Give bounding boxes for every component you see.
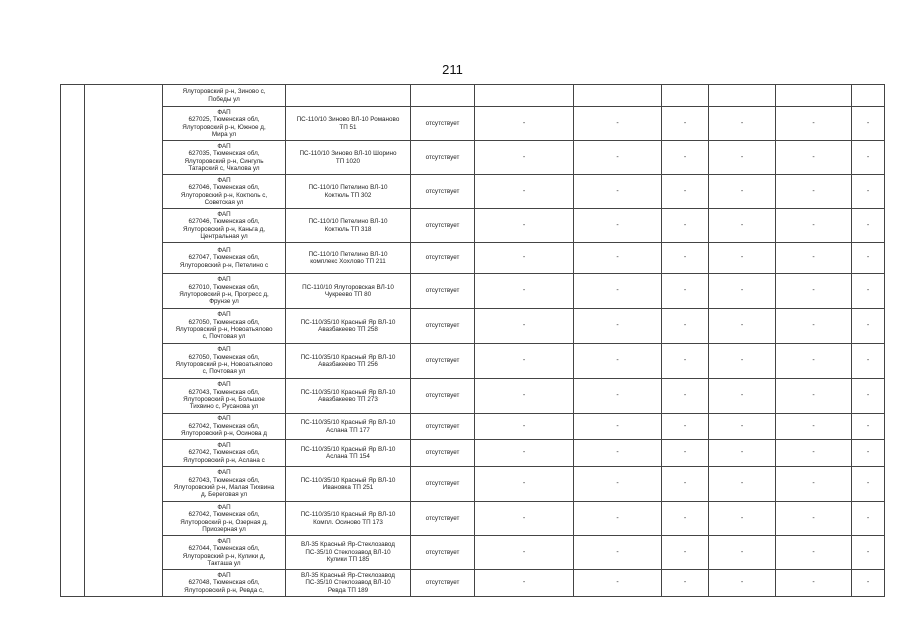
power-line-text: Авазбакеево ТП 256 bbox=[318, 361, 378, 368]
value-cell: - bbox=[574, 209, 662, 243]
power-line-text: ПС-110/10 Зиново ВЛ-10 Шорино bbox=[299, 150, 397, 158]
value-cell: - bbox=[662, 414, 709, 440]
address-cell bbox=[163, 379, 286, 414]
address-line: Советская ул bbox=[204, 198, 244, 206]
value-cell: - bbox=[852, 209, 885, 243]
value-cell: - bbox=[852, 344, 885, 379]
address-line: Ялуторовский р-н, Ревда с, bbox=[184, 586, 264, 594]
value-cell: - bbox=[662, 175, 709, 209]
address-line: Такташа ул bbox=[207, 559, 241, 567]
address-cell bbox=[163, 274, 286, 309]
address-cell bbox=[163, 502, 286, 536]
value-cell: - bbox=[776, 379, 852, 414]
address-line: 627043, Тюменская обл, bbox=[188, 476, 260, 484]
value-cell: - bbox=[475, 107, 574, 141]
value-cell bbox=[852, 85, 885, 107]
power-line-cell bbox=[286, 309, 411, 344]
address-cell bbox=[163, 243, 286, 274]
table-row bbox=[61, 107, 885, 141]
power-line-cell bbox=[286, 414, 411, 440]
value-cell bbox=[475, 85, 574, 107]
address-line: Татарский с, Чкалова ул bbox=[188, 164, 260, 172]
power-line-text: ТП 1020 bbox=[335, 157, 361, 165]
value-cell: - bbox=[662, 243, 709, 274]
value-cell: - bbox=[574, 141, 662, 175]
value-cell: - bbox=[475, 175, 574, 209]
status-cell: отсутствует bbox=[411, 502, 475, 536]
power-line-text: ВЛ-35 Красный Яр-Стеклозавод bbox=[301, 571, 395, 579]
power-line-text: Авазбакеево ТП 258 bbox=[318, 326, 378, 333]
status-cell: отсутствует bbox=[411, 414, 475, 440]
status-cell: отсутствует bbox=[411, 309, 475, 344]
address-line: Ялуторовский р-н, Петелино с bbox=[179, 261, 269, 269]
value-cell: - bbox=[475, 344, 574, 379]
power-line-cell bbox=[286, 536, 411, 570]
status-cell: отсутствует bbox=[411, 209, 475, 243]
power-line-text: ПС-110/10 Петелино ВЛ-10 bbox=[308, 218, 388, 226]
power-line-text: Авазбакеево ТП 273 bbox=[318, 396, 378, 403]
address-line: с, Почтовая ул bbox=[202, 333, 246, 341]
status-cell: отсутствует bbox=[411, 440, 475, 467]
value-cell: - bbox=[709, 344, 776, 379]
value-cell: - bbox=[776, 309, 852, 344]
address-cell bbox=[163, 107, 286, 141]
value-cell: - bbox=[574, 440, 662, 467]
value-cell: - bbox=[475, 467, 574, 502]
status-cell: отсутствует bbox=[411, 536, 475, 570]
address-line: 627042, Тюменская обл, bbox=[188, 511, 260, 519]
address-cell bbox=[163, 440, 286, 467]
power-line-text: ТП 51 bbox=[339, 123, 357, 131]
power-line-text: ПС-35/10 Стеклозавод ВЛ-10 bbox=[305, 548, 391, 556]
address-cell bbox=[163, 344, 286, 379]
status-cell: отсутствует bbox=[411, 141, 475, 175]
power-line-cell bbox=[286, 107, 411, 141]
value-cell: - bbox=[574, 175, 662, 209]
table-row bbox=[61, 344, 885, 379]
value-cell bbox=[709, 85, 776, 107]
value-cell: - bbox=[574, 502, 662, 536]
power-line-text: Асланa ТП 177 bbox=[326, 426, 370, 434]
power-line-text: Кулики ТП 185 bbox=[326, 556, 370, 564]
value-cell: - bbox=[574, 344, 662, 379]
address-line: Ялуторовский р-н, Большое bbox=[183, 396, 265, 403]
address-line: Ялуторовский р-н, Сингуль bbox=[184, 157, 264, 165]
value-cell: - bbox=[776, 467, 852, 502]
value-cell: - bbox=[852, 309, 885, 344]
address-cell bbox=[163, 536, 286, 570]
value-cell: - bbox=[662, 536, 709, 570]
address-line: Ялуторовский р-н, Новоатьялово bbox=[175, 326, 273, 333]
address-line: ФАП bbox=[217, 210, 231, 218]
power-line-text: Компл. Осиново ТП 173 bbox=[313, 518, 383, 526]
value-cell: - bbox=[475, 243, 574, 274]
power-line-text: ПС-110/10 Зиново ВЛ-10 Романово bbox=[296, 116, 400, 124]
address-line: Приозерная ул bbox=[202, 525, 246, 533]
value-cell: - bbox=[852, 243, 885, 274]
value-cell: - bbox=[852, 107, 885, 141]
address-line: ФАП bbox=[217, 142, 231, 150]
power-line-text: ПС-35/10 Стеклозавод ВЛ-10 bbox=[305, 579, 391, 587]
address-line: 627046, Тюменская обл, bbox=[188, 184, 260, 192]
name-column-cell bbox=[85, 85, 163, 597]
power-line-cell bbox=[286, 243, 411, 274]
value-cell: - bbox=[574, 414, 662, 440]
value-cell: - bbox=[475, 379, 574, 414]
value-cell: - bbox=[662, 107, 709, 141]
value-cell: - bbox=[709, 502, 776, 536]
table-row bbox=[61, 536, 885, 570]
address-line: Ялуторовский р-н, Озерная д, bbox=[180, 518, 268, 526]
address-line: 627042, Тюменская обл, bbox=[188, 422, 260, 430]
value-cell: - bbox=[574, 309, 662, 344]
address-line: 627043, Тюменская обл, bbox=[188, 388, 260, 396]
address-cell bbox=[163, 570, 286, 597]
table-row bbox=[61, 175, 885, 209]
value-cell: - bbox=[776, 243, 852, 274]
table-row bbox=[61, 467, 885, 502]
power-line-cell bbox=[286, 502, 411, 536]
power-line-cell bbox=[286, 344, 411, 379]
address-line: Ялуторовский р-н, Кулики д, bbox=[182, 552, 266, 560]
value-cell: - bbox=[709, 379, 776, 414]
address-line: 627044, Тюменская обл, bbox=[188, 545, 260, 553]
table-row bbox=[61, 379, 885, 414]
power-line-text: Чукреево ТП 80 bbox=[324, 291, 372, 298]
value-cell bbox=[662, 85, 709, 107]
value-cell: - bbox=[709, 309, 776, 344]
value-cell: - bbox=[776, 274, 852, 309]
address-line: с, Почтовая ул bbox=[202, 368, 246, 376]
value-cell: - bbox=[662, 467, 709, 502]
value-cell: - bbox=[852, 379, 885, 414]
index-column-cell bbox=[61, 85, 85, 597]
value-cell: - bbox=[574, 107, 662, 141]
address-line: ФАП bbox=[217, 108, 231, 116]
table-row bbox=[61, 440, 885, 467]
value-cell: - bbox=[776, 502, 852, 536]
table-row bbox=[61, 309, 885, 344]
address-line: 627010, Тюменская обл, bbox=[188, 283, 260, 291]
value-cell: - bbox=[852, 502, 885, 536]
power-line-cell bbox=[286, 440, 411, 467]
address-line: ФАП bbox=[217, 503, 231, 511]
address-line: д, Береговая ул bbox=[200, 491, 248, 499]
value-cell: - bbox=[776, 414, 852, 440]
address-line: Тихвино с, Русанова ул bbox=[189, 403, 259, 411]
power-line-text: ПС-110/35/10 Красный Яр ВЛ-10 bbox=[300, 353, 396, 361]
value-cell: - bbox=[475, 570, 574, 597]
power-line-text: ПС-110/10 Петелино ВЛ-10 bbox=[308, 184, 388, 192]
power-line-text: Коктюль ТП 318 bbox=[324, 225, 372, 233]
address-line: Ялуторовский р-н, Коктюль с, bbox=[180, 191, 268, 199]
value-cell bbox=[776, 85, 852, 107]
value-cell: - bbox=[475, 536, 574, 570]
address-line: ФАП bbox=[217, 311, 231, 319]
power-line-cell bbox=[286, 175, 411, 209]
power-line-text: ПС-110/10 Петелино ВЛ-10 bbox=[308, 250, 388, 258]
value-cell: - bbox=[662, 274, 709, 309]
address-line: 627047, Тюменская обл, bbox=[188, 254, 260, 262]
value-cell: - bbox=[852, 414, 885, 440]
address-line: 627050, Тюменская обл, bbox=[188, 353, 260, 361]
power-line-cell bbox=[286, 274, 411, 309]
address-line: ФАП bbox=[217, 441, 231, 449]
value-cell: - bbox=[776, 440, 852, 467]
power-line-text: Аслана ТП 154 bbox=[326, 453, 370, 460]
value-cell: - bbox=[662, 344, 709, 379]
address-line: ФАП bbox=[217, 537, 231, 545]
address-line: Ялуторовский р-н, Южное д, bbox=[182, 123, 266, 131]
address-cell bbox=[163, 85, 286, 107]
value-cell: - bbox=[776, 344, 852, 379]
value-cell: - bbox=[475, 274, 574, 309]
value-cell bbox=[574, 85, 662, 107]
status-cell: отсутствует bbox=[411, 243, 475, 274]
power-line-text: Ивановка ТП 251 bbox=[322, 484, 374, 491]
value-cell: - bbox=[709, 274, 776, 309]
value-cell: - bbox=[475, 309, 574, 344]
power-line-text: ПС-110/10 Ялуторовская ВЛ-10 bbox=[302, 283, 394, 291]
value-cell: - bbox=[662, 570, 709, 597]
power-line-cell bbox=[286, 379, 411, 414]
power-line-text: ПС-110/35/10 Красный Яр ВЛ-10 bbox=[300, 388, 396, 396]
value-cell: - bbox=[662, 209, 709, 243]
power-line-cell bbox=[286, 570, 411, 597]
value-cell: - bbox=[852, 570, 885, 597]
status-cell: отсутствует bbox=[411, 467, 475, 502]
value-cell: - bbox=[574, 467, 662, 502]
value-cell: - bbox=[709, 243, 776, 274]
value-cell: - bbox=[776, 107, 852, 141]
power-line-cell bbox=[286, 467, 411, 502]
address-line: Ялуторовский р-н, Прогресс д, bbox=[179, 291, 269, 298]
value-cell: - bbox=[709, 175, 776, 209]
table-row bbox=[61, 570, 885, 597]
facility-table bbox=[60, 84, 885, 597]
power-line-text: ПС-110/35/10 Красный Яр ВЛ-10 bbox=[300, 445, 396, 453]
value-cell: - bbox=[852, 274, 885, 309]
power-line-cell bbox=[286, 85, 411, 107]
value-cell: - bbox=[709, 414, 776, 440]
power-line-text: ПС-110/35/10 Красный Яр ВЛ-10 bbox=[300, 511, 396, 519]
address-cell bbox=[163, 209, 286, 243]
address-line: Ялуторовский р-н, Каньга д, bbox=[183, 225, 265, 233]
status-cell: отсутствует bbox=[411, 379, 475, 414]
value-cell: - bbox=[475, 414, 574, 440]
value-cell: - bbox=[574, 379, 662, 414]
value-cell: - bbox=[475, 502, 574, 536]
address-cell bbox=[163, 175, 286, 209]
value-cell: - bbox=[574, 536, 662, 570]
address-line: 627050, Тюменская обл, bbox=[188, 318, 260, 326]
address-line: ФАП bbox=[217, 176, 231, 184]
value-cell: - bbox=[574, 570, 662, 597]
value-cell: - bbox=[852, 440, 885, 467]
value-cell: - bbox=[709, 570, 776, 597]
value-cell: - bbox=[852, 141, 885, 175]
value-cell: - bbox=[709, 107, 776, 141]
table-row bbox=[61, 243, 885, 274]
value-cell: - bbox=[852, 467, 885, 502]
value-cell: - bbox=[662, 379, 709, 414]
address-cell bbox=[163, 309, 286, 344]
address-line: ФАП bbox=[217, 415, 231, 423]
value-cell: - bbox=[662, 502, 709, 536]
power-line-text: ПС-110/35/10 Красный Яр ВЛ-10 bbox=[300, 419, 396, 427]
status-cell: отсутствует bbox=[411, 570, 475, 597]
value-cell: - bbox=[709, 467, 776, 502]
power-line-cell bbox=[286, 209, 411, 243]
address-line: ФАП bbox=[217, 246, 231, 254]
table-row bbox=[61, 85, 885, 107]
power-line-text: ПС-110/35/10 Красный Яр ВЛ-10 bbox=[300, 318, 396, 326]
value-cell: - bbox=[475, 440, 574, 467]
power-line-text: Коктюль ТП 302 bbox=[324, 191, 372, 199]
value-cell: - bbox=[662, 309, 709, 344]
table-row bbox=[61, 141, 885, 175]
address-line: ФАП bbox=[217, 571, 231, 579]
page-number: 211 bbox=[442, 62, 463, 77]
value-cell: - bbox=[852, 536, 885, 570]
value-cell: - bbox=[776, 141, 852, 175]
address-line: 627035, Тюменская обл, bbox=[188, 150, 260, 158]
table-row bbox=[61, 502, 885, 536]
status-cell bbox=[411, 85, 475, 107]
address-line: Центральная ул bbox=[200, 232, 248, 240]
value-cell: - bbox=[574, 274, 662, 309]
address-line: Мира ул bbox=[211, 130, 237, 138]
address-cell bbox=[163, 467, 286, 502]
power-line-text: ВЛ-35 Красный Яр-Стеклозавод bbox=[301, 541, 395, 549]
address-cell bbox=[163, 414, 286, 440]
power-line-text: комплекс Хохлово ТП 211 bbox=[310, 258, 386, 265]
value-cell: - bbox=[475, 141, 574, 175]
power-line-cell bbox=[286, 141, 411, 175]
power-line-text: Ревда ТП 189 bbox=[327, 586, 369, 594]
value-cell: - bbox=[709, 141, 776, 175]
value-cell: - bbox=[776, 209, 852, 243]
status-cell: отсутствует bbox=[411, 107, 475, 141]
status-cell: отсутствует bbox=[411, 274, 475, 309]
address-line: 627048, Тюменская обл, bbox=[188, 579, 260, 587]
address-line: Ялуторовский р-н, Малая Тихвина bbox=[173, 484, 275, 491]
value-cell: - bbox=[475, 209, 574, 243]
table-row bbox=[61, 209, 885, 243]
value-cell: - bbox=[574, 243, 662, 274]
value-cell: - bbox=[662, 440, 709, 467]
address-line: ФАП bbox=[217, 346, 231, 354]
address-line: Фрунзе ул bbox=[209, 298, 239, 306]
address-line: Ялуторовский р-н, Зиново с, bbox=[182, 88, 266, 96]
value-cell: - bbox=[709, 209, 776, 243]
address-line: ФАП bbox=[217, 381, 231, 389]
address-line: 627046, Тюменская обл, bbox=[188, 218, 260, 226]
address-line: Ялуторовский р-н, Аслана с bbox=[183, 456, 265, 464]
value-cell: - bbox=[776, 570, 852, 597]
address-line: ФАП bbox=[217, 276, 231, 284]
address-line: 627025, Тюменская обл, bbox=[188, 116, 260, 124]
status-cell: отсутствует bbox=[411, 344, 475, 379]
table-row bbox=[61, 274, 885, 309]
address-line: Победы ул bbox=[208, 95, 240, 103]
address-line: Ялуторовский р-н, Новоатьялово bbox=[175, 361, 273, 368]
value-cell: - bbox=[709, 440, 776, 467]
value-cell: - bbox=[709, 536, 776, 570]
address-cell bbox=[163, 141, 286, 175]
address-line: ФАП bbox=[217, 469, 231, 477]
status-cell: отсутствует bbox=[411, 175, 475, 209]
table-row bbox=[61, 414, 885, 440]
value-cell: - bbox=[776, 536, 852, 570]
power-line-text: ПС-110/35/10 Красный Яр ВЛ-10 bbox=[300, 476, 396, 484]
value-cell: - bbox=[662, 141, 709, 175]
address-line: Ялуторовский р-н, Осинова д bbox=[181, 430, 267, 438]
value-cell: - bbox=[776, 175, 852, 209]
value-cell: - bbox=[852, 175, 885, 209]
address-line: 627042, Тюменская обл, bbox=[188, 449, 260, 457]
